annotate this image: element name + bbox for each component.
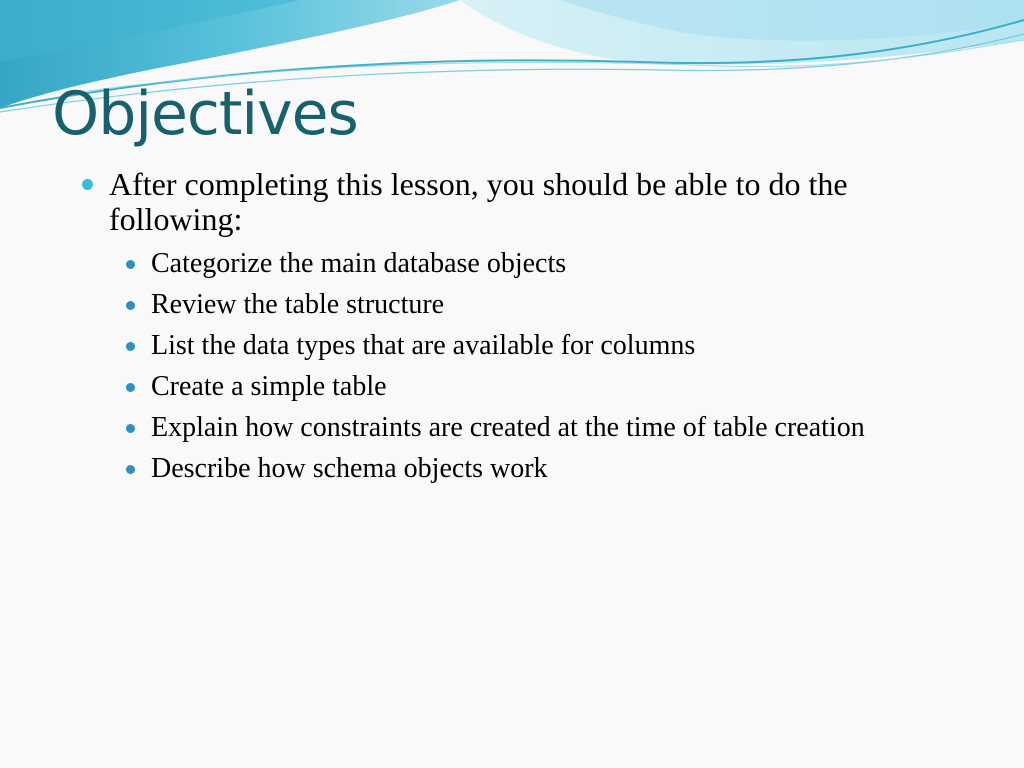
list-item-text: Review the table structure <box>151 289 445 320</box>
bullet-dot-icon <box>126 424 135 433</box>
bullet-dot-icon <box>126 342 135 351</box>
list-item <box>151 329 911 362</box>
list-item <box>151 247 911 280</box>
list-item-text: Categorize the main database objects <box>151 248 567 279</box>
bullet-dot-icon <box>126 301 135 310</box>
list-item-text: Create a simple table <box>151 371 387 402</box>
bullet-dot-icon <box>82 179 93 190</box>
list-item-text: Explain how constraints are created at the time of table creation <box>151 412 865 443</box>
list-item <box>151 452 911 485</box>
intro-text: After completing this lesson, you should be able to do the following: <box>109 166 848 237</box>
bullet-dot-icon <box>126 260 135 269</box>
list-item <box>151 288 911 321</box>
bullet-dot-icon <box>126 465 135 474</box>
list-item-text: Describe how schema objects work <box>151 453 548 484</box>
intro-bullet <box>109 167 929 237</box>
slide-title: Objectives <box>52 79 358 149</box>
list-item-text: List the data types that are available for columns <box>151 330 696 361</box>
list-item <box>151 411 911 444</box>
objectives-list <box>151 247 911 493</box>
list-item <box>151 370 911 403</box>
bullet-dot-icon <box>126 383 135 392</box>
